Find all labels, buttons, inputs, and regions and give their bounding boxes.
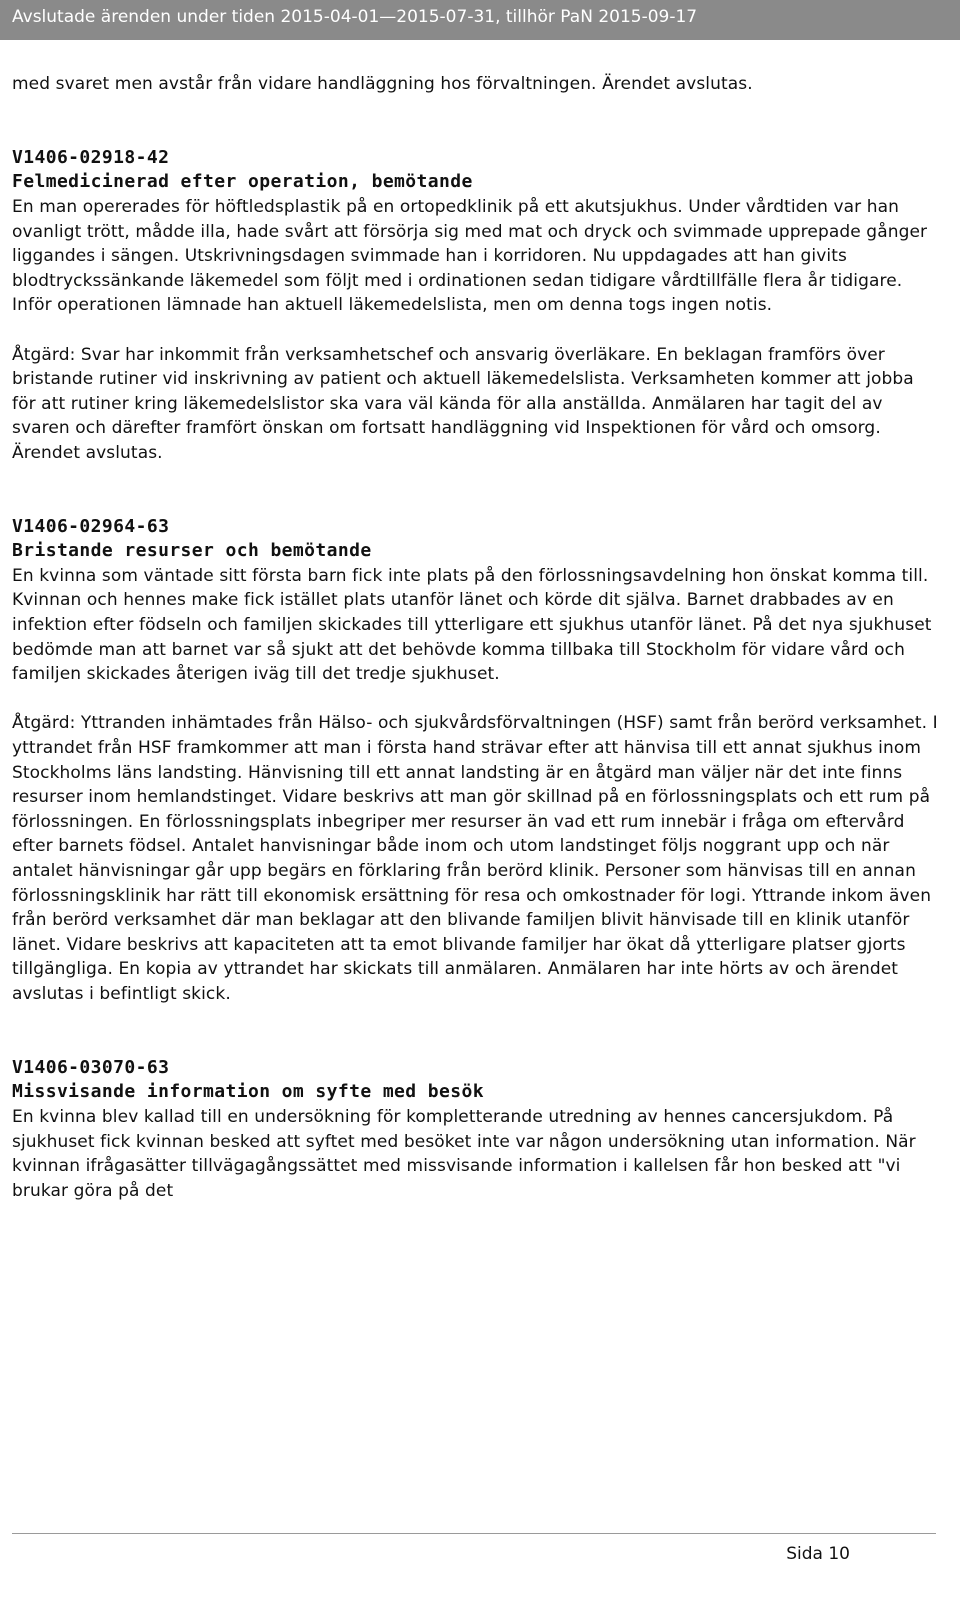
case-description: En kvinna blev kallad till en undersökning för kompletterande utredning av hennes cancersjukdom. På sjukhuset fick kvinnan besked att syftet med besöket inte var någon undersökning utan information. När kvinnan ifrågasätter tillvägagångssättet med missvisande information i kallelsen får hon besked att "vi brukar göra på det [12, 1106, 916, 1201]
case-section [12, 121, 942, 465]
intro-paragraph: med svaret men avstår från vidare handläggning hos förvaltningen. Ärendet avslutas. [12, 74, 753, 94]
case-title: Felmedicinerad efter operation, bemötande [12, 171, 473, 193]
case-action: Åtgärd: Yttranden inhämtades från Hälso- och sjukvårdsförvaltningen (HSF) samt från berörd verksamhet. I yttrandet från HSF framkommer att man i första hand strävar efter att hänvisa till ett annat sjukhus inom Stockholms läns landsting. Hänvisning till ett annat landsting är en åtgärd man väljer när det inte finns resurser inom hemlandstinget. Vidare beskrivs att man gör skillnad på en förlossningsplats och ett rum på förlossningen. En förlossningsplats inbegriper mer resurser än vad ett rum innebär i fråga om eftervård efter barnets födsel. Antalet hanvisningar både inom och utom landstinget följs noggrant upp och när antalet hänvisningar går upp begärs en förklaring från berörd klinik. Personer som hänvisas till en annan förlossningsklinik har rätt till ekonomisk ersättning för resa och omkostnader för logi. Yttrande inkom även från berörd verksamhet där man beklagar att den blivande familjen blivit hänvisade till en klinik utanför länet. Vidare beskrivs att kapaciteten att ta emot blivande familjer har ökat då ytterligare platser gjorts tillgängliga. En kopia av yttrandet har skickats till anmälaren. Anmälaren har inte hörts av och ärendet avslutas i befintligt skick. [12, 713, 938, 1004]
case-action: Åtgärd: Svar har inkommit från verksamhetschef och ansvarig överläkare. En beklagan framförs över bristande rutiner vid inskrivning av patient och aktuell läkemedelslista. Verksamheten kommer att jobba för att rutiner kring läkemedelslistor ska vara väl kända för alla anställda. Anmälaren har tagit del av svaren och därefter framfört önskan om fortsatt handläggning vid Inspektionen för vård och omsorg. Ärendet avslutas. [12, 344, 914, 463]
case-id: V1406-03070-63 [12, 1056, 170, 1078]
page-header [0, 0, 960, 40]
case-title: Missvisande information om syfte med besök [12, 1081, 484, 1103]
case-title: Bristande resurser och bemötande [12, 540, 372, 562]
page-number: Sida 10 [786, 1544, 850, 1564]
case-section [12, 1031, 942, 1203]
case-id: V1406-02918-42 [12, 146, 170, 168]
case-section [12, 490, 942, 1006]
document-body [12, 72, 942, 1203]
case-id: V1406-02964-63 [12, 515, 170, 537]
header-title: Avslutade ärenden under tiden 2015-04-01—2015-07-31, tillhör PaN 2015-09-17 [12, 7, 698, 27]
footer-divider [12, 1533, 936, 1534]
case-description: En man opererades för höftledsplastik på en ortopedklinik på ett akutsjukhus. Under vårdtiden var han ovanligt trött, mådde illa, hade svårt att försörja sig med mat och dryck och svimmade upprepade gånger liggandes i sängen. Utskrivningsdagen svimmade han i korridoren. Nu uppdagades att han givits blodtryckssänkande läkemedel som följt med i ordinationen sedan tidigare vårdtillfälle flera år tidigare. Inför operationen lämnade han aktuell läkemedelslista, men om denna togs ingen notis. [12, 196, 928, 316]
case-description: En kvinna som väntade sitt första barn fick inte plats på den förlossningsavdelning hon önskat komma till. Kvinnan och hennes make fick istället plats utanför länet och körde dit själva. Barnet drabbades av en infektion efter födseln och familjen skickades till ytterligare ett sjukhus utanför länet. På det nya sjukhuset bedömde man att barnet var så sjukt att det behövde komma tillbaka till Stockholm för vidare vård och familjen skickades återigen iväg till det tredje sjukhuset. [12, 565, 932, 685]
